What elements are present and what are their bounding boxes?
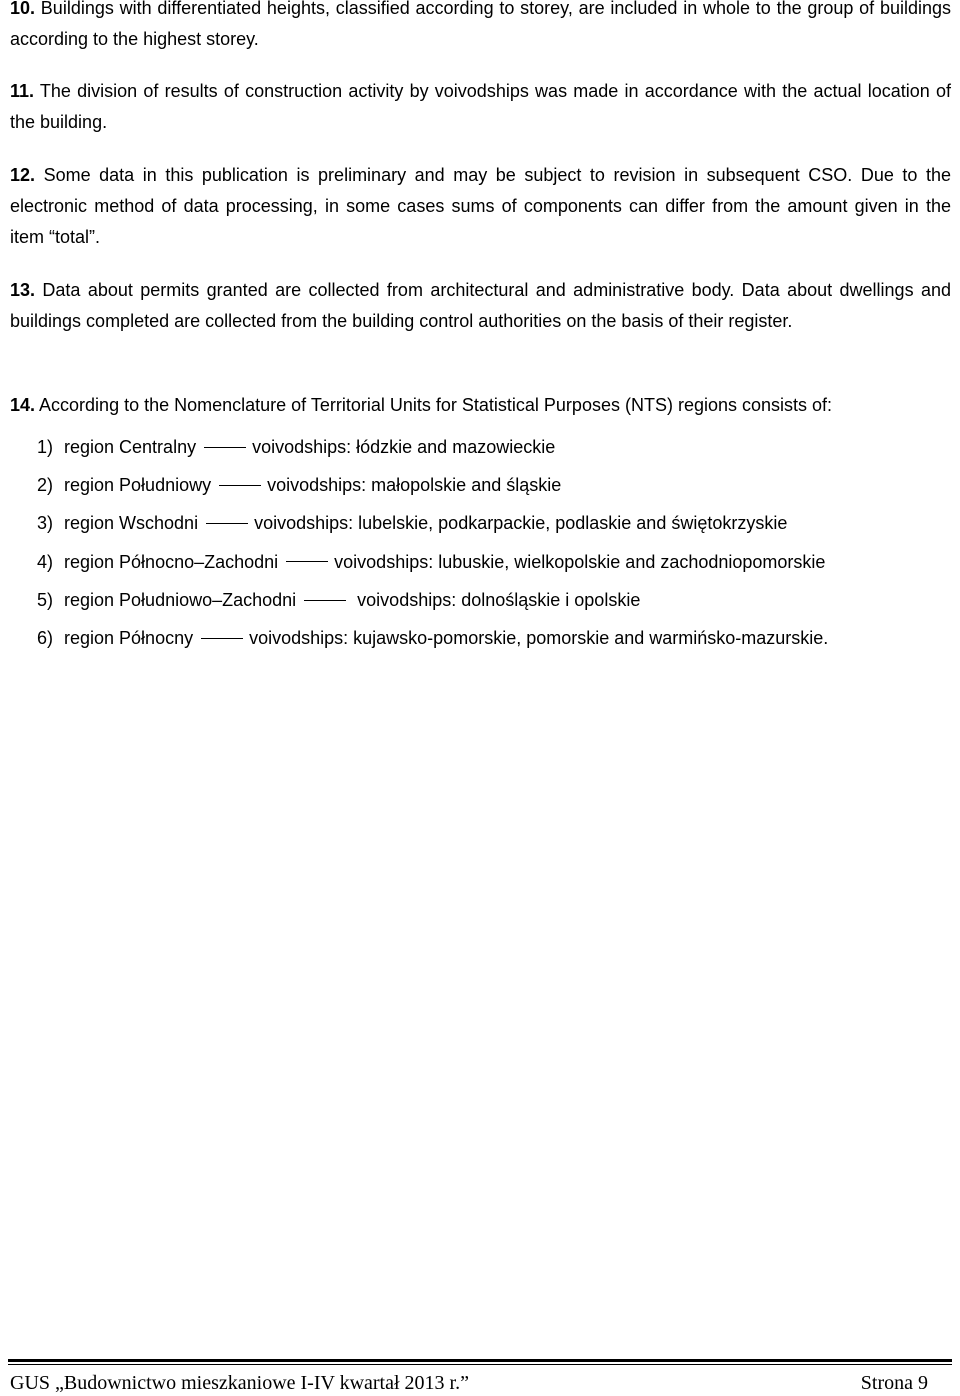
paragraph-14 <box>10 390 951 421</box>
em-dash <box>204 447 246 448</box>
list-item <box>37 512 828 550</box>
paragraph-11 <box>10 76 951 138</box>
list-item-number: 2) <box>37 475 54 496</box>
region-name: region Centralny <box>64 437 197 457</box>
paragraph-number: 14. <box>10 395 36 415</box>
em-dash <box>219 485 261 486</box>
list-item-number: 1) <box>37 437 54 457</box>
list-item-number: 4) <box>37 551 54 572</box>
list-item-number: 6) <box>37 627 54 648</box>
paragraph-text: Some data in this publication is preliminary and may be subject to revision in subsequent CSO. Due to the electronic method of data processing, in some cases sums of components can differ from the amount given in the item “total”. <box>10 165 951 247</box>
region-name: region Południowy <box>64 475 212 496</box>
em-dash <box>286 561 328 562</box>
region-voivodships: voivodships: kujawsko-pomorskie, pomorskie and warmińsko-mazurskie. <box>249 627 829 648</box>
paragraph-number: 11. <box>10 81 35 101</box>
list-item <box>37 436 828 474</box>
region-voivodships: voivodships: dolnośląskie i opolskie <box>352 589 641 610</box>
em-dash <box>201 638 243 639</box>
paragraph-number: 10. <box>10 0 36 18</box>
region-voivodships: voivodships: lubuskie, wielkopolskie and zachodniopomorskie <box>334 551 826 572</box>
list-item <box>37 589 828 627</box>
paragraph-number: 13. <box>10 280 36 300</box>
list-item <box>37 627 828 665</box>
list-item-number: 5) <box>37 589 54 610</box>
paragraph-12 <box>10 160 951 253</box>
region-name: region Wschodni <box>64 513 199 534</box>
list-item <box>37 474 828 512</box>
region-name: region Południowo–Zachodni <box>64 589 297 610</box>
footer-divider <box>8 1359 952 1362</box>
footer-divider-thin <box>8 1364 952 1365</box>
region-voivodships: voivodships: małopolskie and śląskie <box>267 475 562 496</box>
paragraph-text: Data about permits granted are collected from architectural and administrative body. Data about dwellings and buildings completed are collected from the building control authorities on the basis of their register. <box>10 280 951 331</box>
region-name: region Północno–Zachodni <box>64 551 279 572</box>
paragraph-10 <box>10 0 951 55</box>
em-dash <box>304 600 346 601</box>
paragraph-text: According to the Nomenclature of Territorial Units for Statistical Purposes (NTS) regions consists of: <box>35 395 833 415</box>
list-item-number: 3) <box>37 513 54 534</box>
region-voivodships: voivodships: lubelskie, podkarpackie, podlaskie and świętokrzyskie <box>254 513 788 534</box>
region-voivodships: voivodships: łódzkie and mazowieckie <box>252 437 556 457</box>
footer-publication-title: GUS „Budownictwo mieszkaniowe I-IV kwartał 2013 r.” <box>10 1372 469 1394</box>
em-dash <box>206 523 248 524</box>
paragraph-text: Buildings with differentiated heights, classified according to storey, are included in whole to the group of buildings according to the highest storey. <box>10 0 951 49</box>
page-number: Strona 9 <box>860 1372 928 1394</box>
region-list <box>37 436 828 665</box>
region-name: region Północny <box>64 627 194 648</box>
paragraph-13 <box>10 275 951 337</box>
list-item <box>37 551 828 589</box>
paragraph-number: 12. <box>10 165 36 185</box>
paragraph-text: The division of results of construction activity by voivodships was made in accordance with the actual location of the building. <box>10 81 951 132</box>
